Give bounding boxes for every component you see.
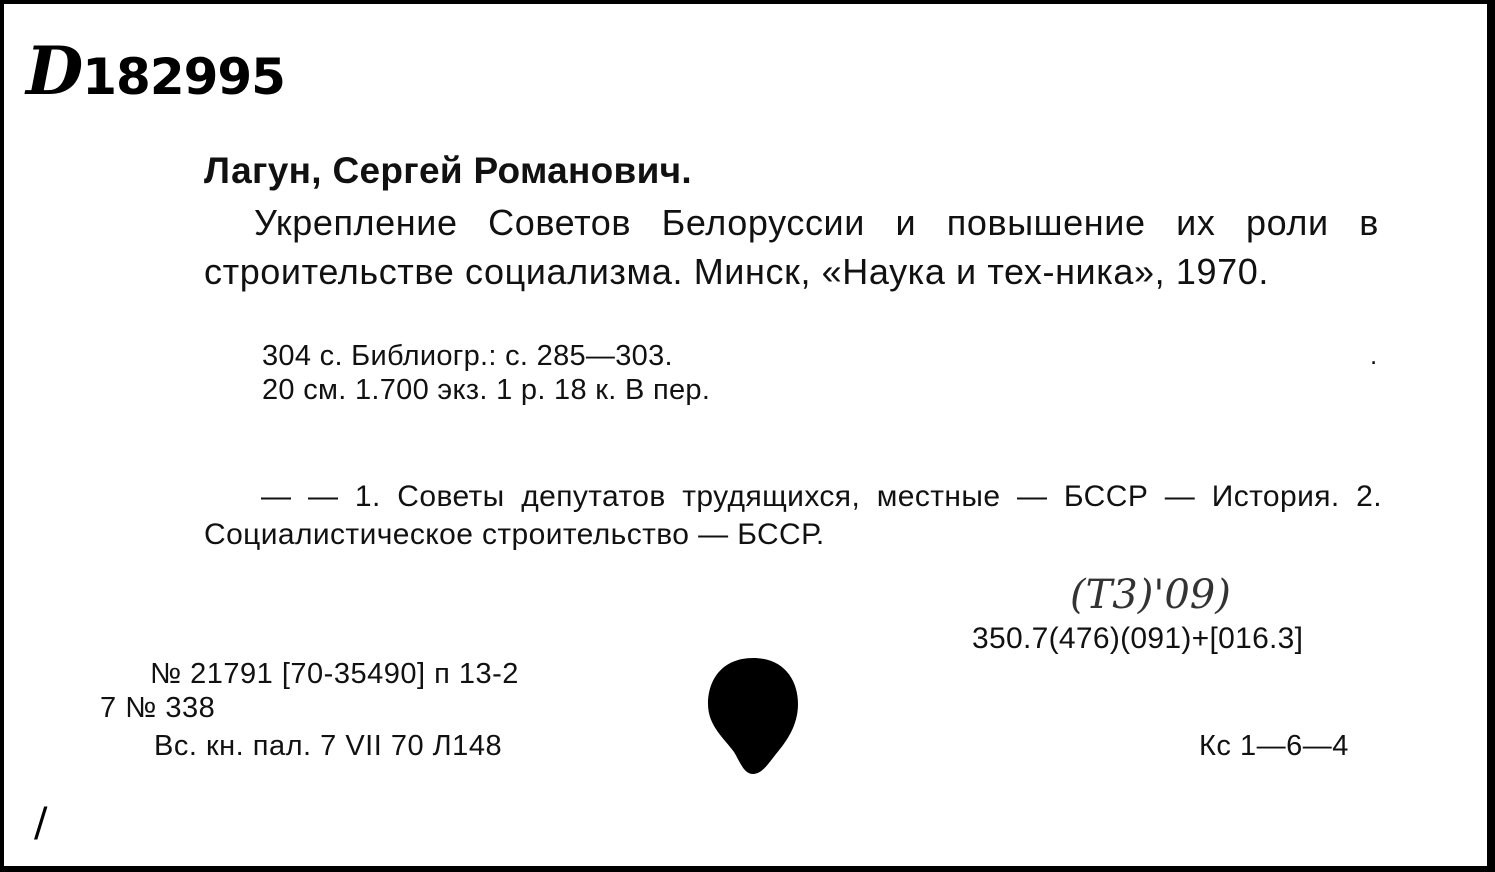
collation-line-2: 20 см. 1.700 экз. 1 р. 18 к. В пер. [262,374,711,406]
price-code: Кс 1—6—4 [1199,730,1349,762]
corner-mark: / [34,800,48,846]
subjects-text: — — 1. Советы депутатов трудящихся, местные — БССР — История. 2. Социалистическое строительство — БССР. [204,480,1382,551]
punch-hole [706,656,800,776]
inventory-digits: 182995 [82,48,285,106]
inventory-letter: D [26,32,83,110]
inventory-number [26,32,285,110]
catalog-card [4,4,1487,866]
title-block [204,198,1379,296]
stray-dot: . [1370,340,1378,370]
title-text: Укрепление Советов Белоруссии и повышение их роли в строительстве социализма. Минск, «Наука и тех-ника», 1970. [204,202,1379,292]
udc-code: 350.7(476)(091)+[016.3] [972,622,1304,655]
handwritten-classification: (Т3)'09) [1070,572,1231,618]
subject-headings [204,478,1382,554]
collation-line-1: 304 с. Библиогр.: с. 285—303. [262,340,673,372]
chamber-line: Вс. кн. пал. 7 VII 70 Л148 [154,730,503,762]
author-heading: Лагун, Сергей Романович. [204,150,693,191]
record-sub-line: 7 № 338 [100,692,216,724]
record-number-line: № 21791 [70-35490] п 13-2 [150,658,519,690]
